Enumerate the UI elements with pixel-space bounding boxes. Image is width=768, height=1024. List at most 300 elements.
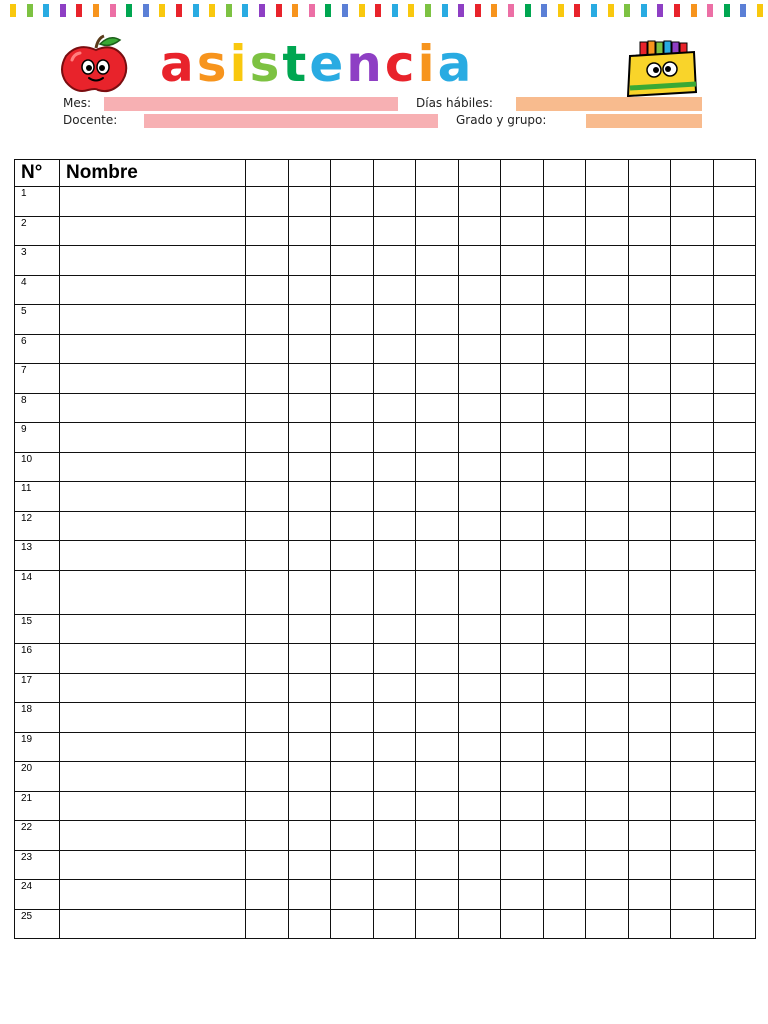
student-name-cell[interactable] xyxy=(60,364,246,394)
attendance-cell[interactable] xyxy=(713,393,756,423)
attendance-cell[interactable] xyxy=(458,275,501,305)
attendance-cell[interactable] xyxy=(288,393,331,423)
attendance-cell[interactable] xyxy=(288,614,331,644)
attendance-cell[interactable] xyxy=(458,732,501,762)
attendance-cell[interactable] xyxy=(331,482,374,512)
attendance-cell[interactable] xyxy=(458,850,501,880)
attendance-cell[interactable] xyxy=(288,187,331,217)
attendance-cell[interactable] xyxy=(501,644,544,674)
student-name-cell[interactable] xyxy=(60,246,246,276)
attendance-cell[interactable] xyxy=(713,482,756,512)
attendance-cell[interactable] xyxy=(671,334,714,364)
attendance-cell[interactable] xyxy=(416,452,459,482)
attendance-cell[interactable] xyxy=(501,821,544,851)
attendance-cell[interactable] xyxy=(586,246,629,276)
attendance-cell[interactable] xyxy=(416,762,459,792)
attendance-cell[interactable] xyxy=(628,216,671,246)
attendance-cell[interactable] xyxy=(458,246,501,276)
attendance-cell[interactable] xyxy=(416,644,459,674)
attendance-cell[interactable] xyxy=(373,246,416,276)
attendance-cell[interactable] xyxy=(671,187,714,217)
attendance-cell[interactable] xyxy=(288,305,331,335)
attendance-cell[interactable] xyxy=(671,511,714,541)
attendance-cell[interactable] xyxy=(373,644,416,674)
attendance-cell[interactable] xyxy=(586,305,629,335)
attendance-cell[interactable] xyxy=(586,541,629,571)
attendance-cell[interactable] xyxy=(501,791,544,821)
attendance-cell[interactable] xyxy=(586,393,629,423)
attendance-cell[interactable] xyxy=(246,791,289,821)
attendance-cell[interactable] xyxy=(586,482,629,512)
student-name-cell[interactable] xyxy=(60,423,246,453)
student-name-cell[interactable] xyxy=(60,791,246,821)
attendance-cell[interactable] xyxy=(543,334,586,364)
attendance-cell[interactable] xyxy=(586,791,629,821)
attendance-cell[interactable] xyxy=(501,275,544,305)
attendance-cell[interactable] xyxy=(671,423,714,453)
attendance-cell[interactable] xyxy=(331,821,374,851)
attendance-cell[interactable] xyxy=(331,880,374,910)
attendance-cell[interactable] xyxy=(501,305,544,335)
attendance-cell[interactable] xyxy=(288,541,331,571)
attendance-cell[interactable] xyxy=(416,305,459,335)
attendance-cell[interactable] xyxy=(628,275,671,305)
attendance-cell[interactable] xyxy=(543,732,586,762)
attendance-cell[interactable] xyxy=(373,275,416,305)
attendance-cell[interactable] xyxy=(543,423,586,453)
attendance-cell[interactable] xyxy=(543,673,586,703)
attendance-cell[interactable] xyxy=(416,423,459,453)
attendance-cell[interactable] xyxy=(586,909,629,939)
attendance-cell[interactable] xyxy=(501,334,544,364)
attendance-cell[interactable] xyxy=(458,305,501,335)
attendance-cell[interactable] xyxy=(586,334,629,364)
attendance-cell[interactable] xyxy=(331,393,374,423)
attendance-cell[interactable] xyxy=(373,541,416,571)
attendance-cell[interactable] xyxy=(288,423,331,453)
attendance-cell[interactable] xyxy=(586,821,629,851)
attendance-cell[interactable] xyxy=(501,511,544,541)
attendance-cell[interactable] xyxy=(288,570,331,614)
attendance-cell[interactable] xyxy=(501,570,544,614)
attendance-cell[interactable] xyxy=(628,570,671,614)
attendance-cell[interactable] xyxy=(586,850,629,880)
attendance-cell[interactable] xyxy=(543,850,586,880)
attendance-cell[interactable] xyxy=(458,334,501,364)
attendance-cell[interactable] xyxy=(458,216,501,246)
attendance-cell[interactable] xyxy=(416,511,459,541)
attendance-cell[interactable] xyxy=(713,880,756,910)
attendance-cell[interactable] xyxy=(586,880,629,910)
attendance-cell[interactable] xyxy=(331,305,374,335)
attendance-cell[interactable] xyxy=(458,364,501,394)
student-name-cell[interactable] xyxy=(60,187,246,217)
attendance-cell[interactable] xyxy=(373,762,416,792)
attendance-cell[interactable] xyxy=(543,482,586,512)
attendance-cell[interactable] xyxy=(246,570,289,614)
attendance-cell[interactable] xyxy=(501,614,544,644)
attendance-cell[interactable] xyxy=(713,791,756,821)
attendance-cell[interactable] xyxy=(416,791,459,821)
attendance-cell[interactable] xyxy=(501,423,544,453)
attendance-cell[interactable] xyxy=(628,334,671,364)
attendance-cell[interactable] xyxy=(628,703,671,733)
attendance-cell[interactable] xyxy=(628,791,671,821)
attendance-cell[interactable] xyxy=(713,644,756,674)
attendance-cell[interactable] xyxy=(713,452,756,482)
attendance-cell[interactable] xyxy=(543,703,586,733)
attendance-cell[interactable] xyxy=(246,511,289,541)
attendance-cell[interactable] xyxy=(246,305,289,335)
attendance-cell[interactable] xyxy=(416,216,459,246)
attendance-cell[interactable] xyxy=(501,909,544,939)
attendance-cell[interactable] xyxy=(246,216,289,246)
attendance-cell[interactable] xyxy=(288,644,331,674)
attendance-cell[interactable] xyxy=(373,423,416,453)
attendance-cell[interactable] xyxy=(373,791,416,821)
attendance-cell[interactable] xyxy=(586,511,629,541)
attendance-cell[interactable] xyxy=(246,821,289,851)
attendance-cell[interactable] xyxy=(586,673,629,703)
attendance-cell[interactable] xyxy=(458,821,501,851)
attendance-cell[interactable] xyxy=(713,275,756,305)
attendance-cell[interactable] xyxy=(628,423,671,453)
student-name-cell[interactable] xyxy=(60,452,246,482)
attendance-cell[interactable] xyxy=(586,275,629,305)
attendance-cell[interactable] xyxy=(288,216,331,246)
attendance-cell[interactable] xyxy=(331,673,374,703)
attendance-cell[interactable] xyxy=(671,275,714,305)
attendance-cell[interactable] xyxy=(373,703,416,733)
attendance-cell[interactable] xyxy=(713,423,756,453)
student-name-cell[interactable] xyxy=(60,732,246,762)
student-name-cell[interactable] xyxy=(60,511,246,541)
attendance-cell[interactable] xyxy=(543,216,586,246)
attendance-cell[interactable] xyxy=(671,850,714,880)
attendance-cell[interactable] xyxy=(543,644,586,674)
attendance-cell[interactable] xyxy=(288,791,331,821)
attendance-cell[interactable] xyxy=(586,644,629,674)
attendance-cell[interactable] xyxy=(288,909,331,939)
attendance-cell[interactable] xyxy=(331,570,374,614)
attendance-cell[interactable] xyxy=(543,452,586,482)
student-name-cell[interactable] xyxy=(60,673,246,703)
attendance-cell[interactable] xyxy=(671,246,714,276)
attendance-cell[interactable] xyxy=(373,511,416,541)
attendance-cell[interactable] xyxy=(331,732,374,762)
attendance-cell[interactable] xyxy=(458,482,501,512)
attendance-cell[interactable] xyxy=(671,541,714,571)
attendance-cell[interactable] xyxy=(713,821,756,851)
attendance-cell[interactable] xyxy=(288,511,331,541)
attendance-cell[interactable] xyxy=(713,187,756,217)
attendance-cell[interactable] xyxy=(501,541,544,571)
attendance-cell[interactable] xyxy=(288,452,331,482)
attendance-cell[interactable] xyxy=(543,187,586,217)
attendance-cell[interactable] xyxy=(416,673,459,703)
attendance-cell[interactable] xyxy=(628,880,671,910)
attendance-cell[interactable] xyxy=(373,364,416,394)
attendance-cell[interactable] xyxy=(586,732,629,762)
student-name-cell[interactable] xyxy=(60,703,246,733)
attendance-cell[interactable] xyxy=(543,246,586,276)
attendance-cell[interactable] xyxy=(713,511,756,541)
attendance-cell[interactable] xyxy=(288,732,331,762)
student-name-cell[interactable] xyxy=(60,570,246,614)
attendance-cell[interactable] xyxy=(416,364,459,394)
attendance-cell[interactable] xyxy=(458,880,501,910)
attendance-cell[interactable] xyxy=(416,570,459,614)
attendance-cell[interactable] xyxy=(713,246,756,276)
attendance-cell[interactable] xyxy=(671,909,714,939)
attendance-cell[interactable] xyxy=(416,246,459,276)
attendance-cell[interactable] xyxy=(373,216,416,246)
attendance-cell[interactable] xyxy=(331,909,374,939)
attendance-cell[interactable] xyxy=(246,909,289,939)
student-name-cell[interactable] xyxy=(60,334,246,364)
attendance-cell[interactable] xyxy=(331,452,374,482)
attendance-cell[interactable] xyxy=(288,821,331,851)
attendance-cell[interactable] xyxy=(543,880,586,910)
attendance-cell[interactable] xyxy=(416,393,459,423)
attendance-cell[interactable] xyxy=(543,393,586,423)
attendance-cell[interactable] xyxy=(416,614,459,644)
attendance-cell[interactable] xyxy=(416,703,459,733)
attendance-cell[interactable] xyxy=(628,305,671,335)
student-name-cell[interactable] xyxy=(60,305,246,335)
attendance-cell[interactable] xyxy=(373,305,416,335)
attendance-cell[interactable] xyxy=(288,762,331,792)
attendance-cell[interactable] xyxy=(671,364,714,394)
attendance-cell[interactable] xyxy=(713,703,756,733)
attendance-cell[interactable] xyxy=(246,614,289,644)
student-name-cell[interactable] xyxy=(60,393,246,423)
attendance-cell[interactable] xyxy=(458,644,501,674)
attendance-cell[interactable] xyxy=(671,452,714,482)
attendance-cell[interactable] xyxy=(628,732,671,762)
attendance-cell[interactable] xyxy=(713,364,756,394)
attendance-cell[interactable] xyxy=(628,614,671,644)
attendance-cell[interactable] xyxy=(628,821,671,851)
attendance-cell[interactable] xyxy=(458,909,501,939)
attendance-cell[interactable] xyxy=(586,570,629,614)
attendance-cell[interactable] xyxy=(246,850,289,880)
attendance-cell[interactable] xyxy=(246,644,289,674)
attendance-cell[interactable] xyxy=(288,880,331,910)
attendance-cell[interactable] xyxy=(416,334,459,364)
attendance-cell[interactable] xyxy=(331,246,374,276)
attendance-cell[interactable] xyxy=(373,614,416,644)
attendance-cell[interactable] xyxy=(713,673,756,703)
grado-grupo-field[interactable] xyxy=(586,114,702,128)
attendance-cell[interactable] xyxy=(671,570,714,614)
attendance-cell[interactable] xyxy=(543,909,586,939)
attendance-cell[interactable] xyxy=(628,482,671,512)
student-name-cell[interactable] xyxy=(60,821,246,851)
attendance-cell[interactable] xyxy=(246,246,289,276)
attendance-cell[interactable] xyxy=(331,216,374,246)
attendance-cell[interactable] xyxy=(331,423,374,453)
attendance-cell[interactable] xyxy=(373,850,416,880)
attendance-cell[interactable] xyxy=(373,393,416,423)
attendance-cell[interactable] xyxy=(543,570,586,614)
attendance-cell[interactable] xyxy=(331,762,374,792)
attendance-cell[interactable] xyxy=(373,909,416,939)
attendance-cell[interactable] xyxy=(331,644,374,674)
attendance-cell[interactable] xyxy=(628,673,671,703)
attendance-cell[interactable] xyxy=(501,187,544,217)
attendance-cell[interactable] xyxy=(586,614,629,644)
attendance-cell[interactable] xyxy=(373,452,416,482)
attendance-cell[interactable] xyxy=(458,791,501,821)
attendance-cell[interactable] xyxy=(671,216,714,246)
attendance-cell[interactable] xyxy=(288,703,331,733)
attendance-cell[interactable] xyxy=(458,541,501,571)
dias-habiles-field[interactable] xyxy=(516,97,702,111)
attendance-cell[interactable] xyxy=(331,614,374,644)
attendance-cell[interactable] xyxy=(713,762,756,792)
attendance-cell[interactable] xyxy=(628,541,671,571)
attendance-cell[interactable] xyxy=(543,541,586,571)
attendance-cell[interactable] xyxy=(416,909,459,939)
attendance-cell[interactable] xyxy=(671,821,714,851)
attendance-cell[interactable] xyxy=(628,393,671,423)
attendance-cell[interactable] xyxy=(288,673,331,703)
attendance-cell[interactable] xyxy=(586,187,629,217)
attendance-cell[interactable] xyxy=(331,703,374,733)
attendance-cell[interactable] xyxy=(713,732,756,762)
attendance-cell[interactable] xyxy=(586,364,629,394)
student-name-cell[interactable] xyxy=(60,216,246,246)
attendance-cell[interactable] xyxy=(416,821,459,851)
attendance-cell[interactable] xyxy=(288,334,331,364)
student-name-cell[interactable] xyxy=(60,541,246,571)
docente-field[interactable] xyxy=(144,114,438,128)
student-name-cell[interactable] xyxy=(60,762,246,792)
attendance-cell[interactable] xyxy=(713,909,756,939)
attendance-cell[interactable] xyxy=(246,482,289,512)
attendance-cell[interactable] xyxy=(416,187,459,217)
attendance-cell[interactable] xyxy=(246,541,289,571)
attendance-cell[interactable] xyxy=(288,275,331,305)
attendance-cell[interactable] xyxy=(458,703,501,733)
attendance-cell[interactable] xyxy=(246,452,289,482)
attendance-cell[interactable] xyxy=(331,791,374,821)
attendance-cell[interactable] xyxy=(628,187,671,217)
attendance-cell[interactable] xyxy=(543,614,586,644)
attendance-cell[interactable] xyxy=(628,452,671,482)
student-name-cell[interactable] xyxy=(60,880,246,910)
attendance-cell[interactable] xyxy=(543,511,586,541)
attendance-cell[interactable] xyxy=(713,850,756,880)
attendance-cell[interactable] xyxy=(373,673,416,703)
attendance-cell[interactable] xyxy=(713,334,756,364)
attendance-cell[interactable] xyxy=(458,570,501,614)
attendance-cell[interactable] xyxy=(288,246,331,276)
attendance-cell[interactable] xyxy=(543,275,586,305)
attendance-cell[interactable] xyxy=(331,275,374,305)
attendance-cell[interactable] xyxy=(246,393,289,423)
attendance-cell[interactable] xyxy=(458,673,501,703)
attendance-cell[interactable] xyxy=(628,850,671,880)
student-name-cell[interactable] xyxy=(60,909,246,939)
attendance-cell[interactable] xyxy=(628,246,671,276)
attendance-cell[interactable] xyxy=(671,703,714,733)
attendance-cell[interactable] xyxy=(288,482,331,512)
attendance-cell[interactable] xyxy=(586,216,629,246)
attendance-cell[interactable] xyxy=(671,762,714,792)
attendance-cell[interactable] xyxy=(501,703,544,733)
attendance-cell[interactable] xyxy=(373,482,416,512)
attendance-cell[interactable] xyxy=(246,703,289,733)
attendance-cell[interactable] xyxy=(628,762,671,792)
attendance-cell[interactable] xyxy=(628,364,671,394)
attendance-cell[interactable] xyxy=(458,452,501,482)
attendance-cell[interactable] xyxy=(713,216,756,246)
attendance-cell[interactable] xyxy=(416,275,459,305)
attendance-cell[interactable] xyxy=(586,703,629,733)
attendance-cell[interactable] xyxy=(458,762,501,792)
attendance-cell[interactable] xyxy=(671,880,714,910)
attendance-cell[interactable] xyxy=(458,423,501,453)
attendance-cell[interactable] xyxy=(246,423,289,453)
attendance-cell[interactable] xyxy=(501,850,544,880)
attendance-cell[interactable] xyxy=(288,364,331,394)
attendance-cell[interactable] xyxy=(416,850,459,880)
attendance-cell[interactable] xyxy=(501,246,544,276)
attendance-cell[interactable] xyxy=(586,452,629,482)
attendance-cell[interactable] xyxy=(501,732,544,762)
attendance-cell[interactable] xyxy=(373,880,416,910)
attendance-cell[interactable] xyxy=(246,187,289,217)
attendance-cell[interactable] xyxy=(373,732,416,762)
attendance-cell[interactable] xyxy=(671,482,714,512)
attendance-cell[interactable] xyxy=(331,334,374,364)
attendance-cell[interactable] xyxy=(543,821,586,851)
student-name-cell[interactable] xyxy=(60,482,246,512)
attendance-cell[interactable] xyxy=(543,791,586,821)
attendance-cell[interactable] xyxy=(246,334,289,364)
attendance-cell[interactable] xyxy=(246,673,289,703)
attendance-cell[interactable] xyxy=(458,614,501,644)
attendance-cell[interactable] xyxy=(671,614,714,644)
attendance-cell[interactable] xyxy=(671,732,714,762)
attendance-cell[interactable] xyxy=(373,334,416,364)
attendance-cell[interactable] xyxy=(246,762,289,792)
attendance-cell[interactable] xyxy=(416,482,459,512)
attendance-cell[interactable] xyxy=(713,614,756,644)
attendance-cell[interactable] xyxy=(458,187,501,217)
attendance-cell[interactable] xyxy=(713,570,756,614)
attendance-cell[interactable] xyxy=(671,644,714,674)
attendance-cell[interactable] xyxy=(586,762,629,792)
attendance-cell[interactable] xyxy=(373,187,416,217)
attendance-cell[interactable] xyxy=(543,364,586,394)
attendance-cell[interactable] xyxy=(628,511,671,541)
attendance-cell[interactable] xyxy=(543,305,586,335)
attendance-cell[interactable] xyxy=(246,880,289,910)
mes-field[interactable] xyxy=(104,97,398,111)
attendance-cell[interactable] xyxy=(501,762,544,792)
attendance-cell[interactable] xyxy=(713,305,756,335)
attendance-cell[interactable] xyxy=(246,364,289,394)
attendance-cell[interactable] xyxy=(416,880,459,910)
attendance-cell[interactable] xyxy=(458,511,501,541)
student-name-cell[interactable] xyxy=(60,850,246,880)
attendance-cell[interactable] xyxy=(628,909,671,939)
attendance-cell[interactable] xyxy=(373,821,416,851)
attendance-cell[interactable] xyxy=(288,850,331,880)
